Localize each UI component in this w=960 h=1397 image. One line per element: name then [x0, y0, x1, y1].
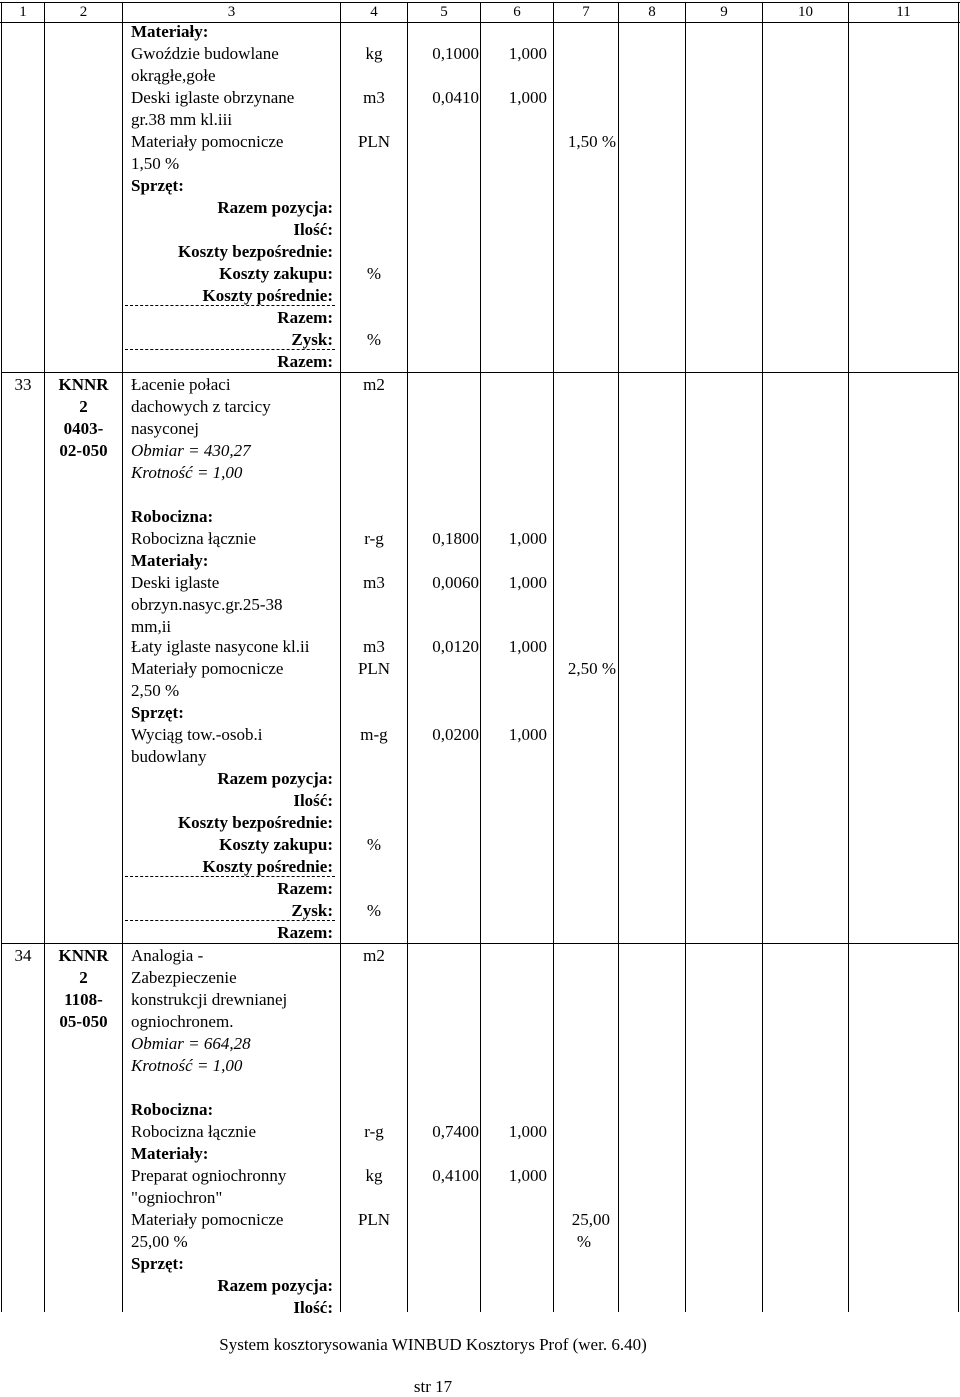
col-border-9 — [762, 2, 763, 1312]
col-header-6: 6 — [513, 4, 521, 20]
col-border-7 — [618, 2, 619, 1312]
position-code: 2 — [79, 968, 88, 987]
position-code: 02-050 — [59, 441, 108, 460]
position-code: 0403- — [63, 419, 104, 438]
col-border-6 — [553, 2, 554, 1312]
page-number: str 17 — [413, 1377, 453, 1396]
purchase-costs-label: Koszty zakupu: — [219, 264, 333, 283]
col-border-3 — [340, 2, 341, 1312]
col-header-5: 5 — [440, 4, 448, 20]
total-position-label: Razem pozycja: — [217, 1276, 333, 1295]
material-unit: m3 — [363, 573, 385, 592]
purchase-costs-unit: % — [366, 835, 382, 854]
material-coef: 1,000 — [508, 637, 547, 656]
measurement: Obmiar = 430,27 — [131, 441, 251, 460]
aux-materials-rate: 1,50 % — [567, 132, 616, 151]
labor-norm: 0,7400 — [432, 1122, 479, 1141]
material-unit: m3 — [363, 88, 385, 107]
equipment-label: Sprzęt: — [131, 1254, 184, 1273]
col-header-3: 3 — [227, 4, 236, 20]
col-border-8 — [685, 2, 686, 1312]
quantity-label: Ilość: — [293, 1298, 333, 1317]
material-name-cont: obrzyn.nasyc.gr.25-38 — [131, 595, 283, 614]
aux-materials-rate-text: 25,00 % — [131, 1232, 188, 1251]
subtotal-label: Razem: — [277, 308, 333, 327]
material-coef: 1,000 — [508, 88, 547, 107]
position-code: 05-050 — [59, 1012, 108, 1031]
material-norm: 0,4100 — [432, 1166, 479, 1185]
materials-label: Materiały: — [131, 22, 209, 41]
multiplicity: Krotność = 1,00 — [131, 463, 243, 482]
aux-materials-rate: 2,50 % — [567, 659, 616, 678]
profit-unit: % — [366, 330, 382, 349]
labor-unit: r-g — [364, 1122, 384, 1141]
labor-name: Robocizna łącznie — [131, 529, 257, 548]
position-code: KNNR — [58, 375, 109, 394]
profit-label: Zysk: — [291, 330, 333, 349]
col-header-11: 11 — [896, 4, 911, 20]
total-label: Razem: — [277, 923, 333, 942]
position-unit: m2 — [363, 946, 385, 965]
position-description: Łacenie połaci — [131, 375, 231, 394]
material-coef: 1,000 — [508, 44, 547, 63]
material-name: Deski iglaste obrzynane — [131, 88, 295, 107]
equipment-coef: 1,000 — [508, 725, 547, 744]
position-code: 2 — [79, 397, 88, 416]
row-divider-33 — [1, 372, 959, 373]
material-unit: kg — [365, 1166, 383, 1185]
col-border-5 — [480, 2, 481, 1312]
col-border-0 — [1, 2, 2, 1312]
materials-label: Materiały: — [131, 551, 209, 570]
software-footer: System kosztorysowania WINBUD Kosztorys Prof (wer. 6.40) — [219, 1335, 647, 1354]
labor-name: Robocizna łącznie — [131, 1122, 257, 1141]
col-header-7: 7 — [582, 4, 590, 20]
profit-unit: % — [366, 901, 382, 920]
aux-materials-unit: PLN — [357, 1210, 391, 1229]
col-border-1 — [44, 2, 45, 1312]
labor-label: Robocizna: — [131, 507, 214, 526]
labor-norm: 0,1800 — [432, 529, 479, 548]
position-description: ogniochronem. — [131, 1012, 234, 1031]
col-header-8: 8 — [648, 4, 656, 20]
position-number: 33 — [14, 375, 32, 394]
dashed-separator — [125, 920, 335, 921]
purchase-costs-label: Koszty zakupu: — [219, 835, 333, 854]
col-header-9: 9 — [720, 4, 728, 20]
aux-materials-label: Materiały pomocnicze — [131, 132, 284, 151]
material-name-cont: okrągłe,gołe — [131, 66, 216, 85]
quantity-label: Ilość: — [293, 220, 333, 239]
equipment-name-cont: budowlany — [131, 747, 207, 766]
labor-coef: 1,000 — [508, 529, 547, 548]
aux-materials-rate-text: 1,50 % — [131, 154, 180, 173]
measurement: Obmiar = 664,28 — [131, 1034, 251, 1053]
labor-coef: 1,000 — [508, 1122, 547, 1141]
aux-materials-unit: PLN — [357, 659, 391, 678]
material-name: Deski iglaste — [131, 573, 220, 592]
material-name-cont: "ogniochron" — [131, 1188, 223, 1207]
aux-materials-rate: 25,00 — [571, 1210, 610, 1229]
material-unit: m3 — [363, 637, 385, 656]
col-border-10 — [848, 2, 849, 1312]
material-unit: kg — [365, 44, 383, 63]
position-number: 34 — [14, 946, 32, 965]
col-header-2: 2 — [79, 4, 88, 20]
direct-costs-label: Koszty bezpośrednie: — [177, 242, 333, 261]
material-norm: 0,0410 — [432, 88, 479, 107]
dashed-separator — [125, 305, 335, 306]
equipment-name: Wyciąg tow.-osob.i — [131, 725, 263, 744]
material-name-cont: mm,ii — [131, 617, 172, 636]
position-description: dachowych z tarcicy — [131, 397, 271, 416]
indirect-costs-label: Koszty pośrednie: — [202, 286, 333, 305]
direct-costs-label: Koszty bezpośrednie: — [177, 813, 333, 832]
equipment-unit: m-g — [360, 725, 388, 744]
col-border-11 — [958, 2, 959, 1312]
position-description: konstrukcji drewnianej — [131, 990, 288, 1009]
equipment-label: Sprzęt: — [131, 176, 184, 195]
material-coef: 1,000 — [508, 573, 547, 592]
material-name: Łaty iglaste nasycone kl.ii — [131, 637, 310, 656]
position-description: Zabezpieczenie — [131, 968, 237, 987]
position-unit: m2 — [363, 375, 385, 394]
equipment-norm: 0,0200 — [432, 725, 479, 744]
dashed-separator — [125, 349, 335, 350]
col-header-4: 4 — [370, 4, 378, 20]
labor-unit: r-g — [364, 529, 384, 548]
dashed-separator — [125, 876, 335, 877]
material-norm: 0,0060 — [432, 573, 479, 592]
material-norm: 0,0120 — [432, 637, 479, 656]
material-coef: 1,000 — [508, 1166, 547, 1185]
material-name: Preparat ogniochronny — [131, 1166, 287, 1185]
labor-label: Robocizna: — [131, 1100, 214, 1119]
aux-materials-rate-unit: % — [576, 1232, 592, 1251]
col-border-4 — [407, 2, 408, 1312]
purchase-costs-unit: % — [366, 264, 382, 283]
position-description: nasyconej — [131, 419, 199, 438]
material-norm: 0,1000 — [432, 44, 479, 63]
subtotal-label: Razem: — [277, 879, 333, 898]
material-name: Gwoździe budowlane — [131, 44, 279, 63]
row-divider-34 — [1, 943, 959, 944]
position-code: 1108- — [64, 990, 103, 1009]
position-code: KNNR — [58, 946, 109, 965]
indirect-costs-label: Koszty pośrednie: — [202, 857, 333, 876]
col-header-1: 1 — [19, 4, 27, 20]
total-label: Razem: — [277, 352, 333, 371]
material-name-cont: gr.38 mm kl.iii — [131, 110, 233, 129]
aux-materials-label: Materiały pomocnicze — [131, 1210, 284, 1229]
materials-label: Materiały: — [131, 1144, 209, 1163]
aux-materials-rate-text: 2,50 % — [131, 681, 180, 700]
position-description: Analogia - — [131, 946, 204, 965]
col-header-10: 10 — [798, 4, 813, 20]
multiplicity: Krotność = 1,00 — [131, 1056, 243, 1075]
equipment-label: Sprzęt: — [131, 703, 184, 722]
total-position-label: Razem pozycja: — [217, 769, 333, 788]
quantity-label: Ilość: — [293, 791, 333, 810]
profit-label: Zysk: — [291, 901, 333, 920]
aux-materials-label: Materiały pomocnicze — [131, 659, 284, 678]
aux-materials-unit: PLN — [357, 132, 391, 151]
total-position-label: Razem pozycja: — [217, 198, 333, 217]
